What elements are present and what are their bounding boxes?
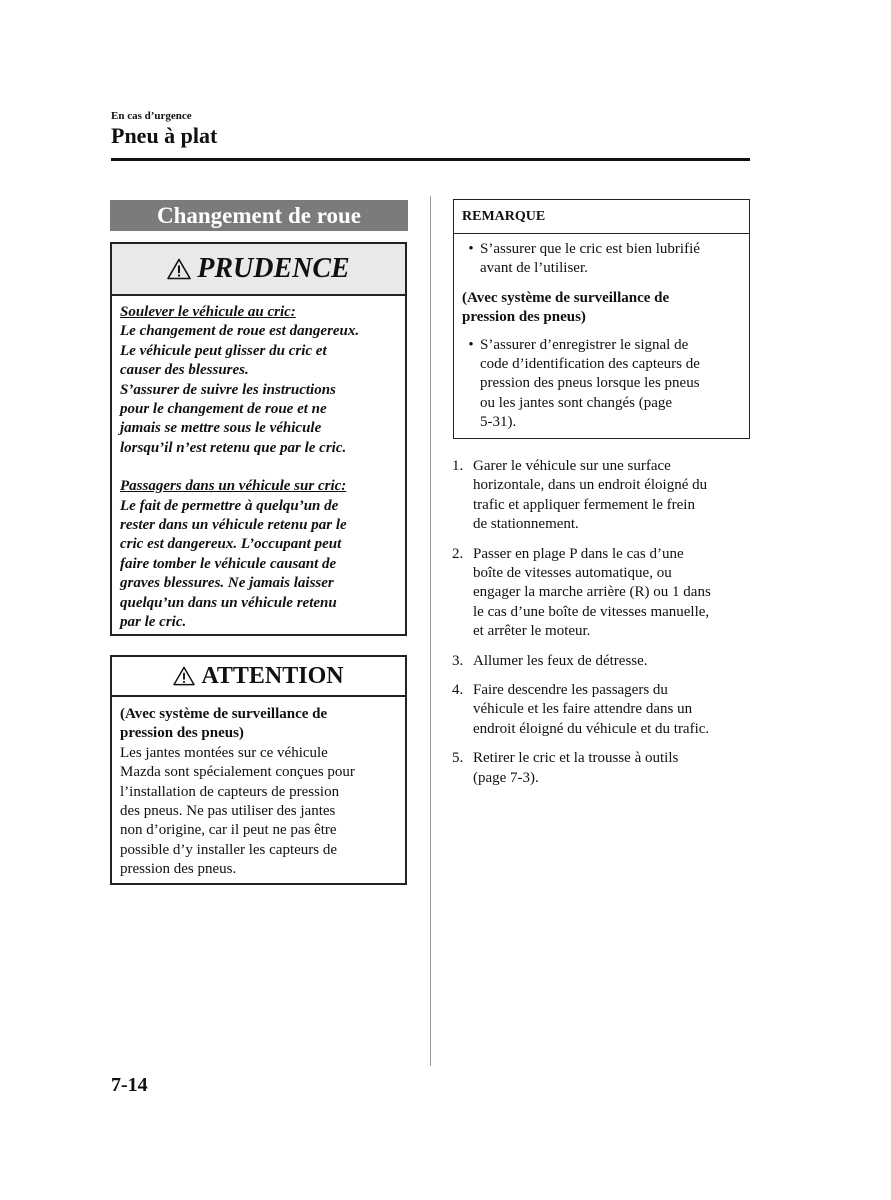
text-line: Garer le véhicule sur une surface — [473, 458, 671, 474]
procedure-steps — [452, 457, 752, 798]
text-line: de stationnement. — [473, 516, 579, 533]
page-title: Pneu à plat — [111, 123, 218, 148]
prudence-warning-box — [110, 242, 407, 636]
text-line: avant de l’utiliser. — [480, 260, 588, 277]
column-divider — [430, 196, 431, 1066]
prudence-block — [120, 303, 397, 458]
prudence-header — [112, 244, 405, 296]
text-line: possible d’y installer les capteurs de — [120, 841, 338, 858]
bullet-icon: • — [468, 336, 474, 353]
prudence-title: PRUDENCE — [197, 253, 350, 284]
prudence-block-heading: Passagers dans un véhicule sur cric: — [120, 478, 347, 495]
text-line: endroit éloigné du véhicule et du trafic. — [473, 720, 710, 737]
remark-subheading — [462, 289, 741, 328]
text-line: (page 7-3). — [473, 769, 539, 786]
text-line: et arrêter le moteur. — [473, 623, 591, 640]
procedure-step — [452, 749, 752, 788]
text-line: S’assurer de suivre les instructions — [120, 381, 336, 398]
warning-triangle-icon — [167, 258, 191, 280]
procedure-step — [452, 652, 752, 671]
text-line: trafic et appliquer fermement le frein — [473, 496, 695, 513]
remark-box — [453, 199, 750, 439]
text-line: engager la marche arrière (R) ou 1 dans — [473, 584, 711, 601]
text-line: Faire descendre les passagers du — [473, 682, 668, 699]
text-line: code d’identification des capteurs de — [480, 356, 700, 373]
text-line: cric est dangereux. L’occupant peut — [120, 536, 342, 553]
text-line: véhicule et les faire attendre dans un — [473, 701, 693, 718]
procedure-step — [452, 545, 752, 642]
procedure-step — [452, 681, 752, 739]
text-line: lorsqu’il n’est retenu que par le cric. — [120, 439, 347, 456]
text-line: Passer en plage P dans le cas d’une — [473, 545, 684, 562]
text-line: l’installation de capteurs de pression — [120, 783, 340, 800]
text-line: Les jantes montées sur ce véhicule — [120, 744, 328, 761]
section-label: En cas d’urgence — [111, 110, 192, 122]
text-line: ou les jantes sont changés (page — [480, 394, 673, 411]
prudence-body — [112, 296, 405, 633]
attention-header — [112, 657, 405, 697]
attention-warning-box — [110, 655, 407, 885]
text-line: jamais se mettre sous le véhicule — [120, 420, 322, 437]
prudence-block — [120, 477, 397, 632]
remark-body — [454, 234, 749, 433]
step-number: 4. — [452, 682, 464, 699]
text-line: Allumer les feux de détresse. — [473, 652, 648, 669]
text-line: 5-31). — [480, 414, 517, 431]
remark-title: REMARQUE — [454, 200, 749, 234]
bullet-icon: • — [468, 241, 474, 257]
text-line: non d’origine, car il peut ne pas être — [120, 822, 337, 839]
text-line: rester dans un véhicule retenu par le — [120, 517, 347, 534]
step-number: 5. — [452, 750, 464, 767]
prudence-block-heading: Soulever le véhicule au cric: — [120, 304, 296, 320]
text-line: pour le changement de roue et ne — [120, 401, 327, 418]
text-line: Le fait de permettre à quelqu’un de — [120, 497, 339, 514]
text-line: Retirer le cric et la trousse à outils — [473, 750, 679, 767]
remark-bullet — [462, 240, 741, 279]
text-line: S’assurer d’enregistrer le signal de — [480, 336, 689, 353]
step-number: 1. — [452, 458, 464, 474]
text-line: Mazda sont spécialement conçues pour — [120, 764, 355, 781]
text-line: faire tomber le véhicule causant de — [120, 555, 337, 572]
text-line: (Avec système de surveillance de — [120, 706, 328, 722]
attention-title: ATTENTION — [201, 662, 344, 689]
text-line: boîte de vitesses automatique, ou — [473, 565, 672, 582]
text-line: le cas d’une boîte de vitesses manuelle, — [473, 603, 710, 620]
section-banner: Changement de roue — [110, 200, 408, 231]
text-line: par le cric. — [120, 614, 187, 631]
text-line: pression des pneus. — [120, 861, 237, 878]
text-line: des pneus. Ne pas utiliser des jantes — [120, 803, 336, 820]
text-line: pression des pneus) — [120, 725, 244, 742]
text-line: S’assurer que le cric est bien lubrifié — [480, 241, 700, 257]
step-number: 2. — [452, 545, 464, 562]
text-line: pression des pneus) — [462, 309, 586, 326]
text-line: (Avec système de surveillance de — [462, 289, 670, 306]
text-line: horizontale, dans un endroit éloigné du — [473, 477, 708, 494]
page-number: 7-14 — [111, 1074, 148, 1096]
warning-triangle-icon — [173, 666, 195, 686]
text-line: graves blessures. Ne jamais laisser — [120, 575, 334, 592]
text-line: causer des blessures. — [120, 362, 249, 379]
remark-bullet — [462, 336, 741, 433]
attention-body — [112, 697, 405, 880]
header-rule — [111, 158, 750, 161]
procedure-step — [452, 457, 752, 535]
text-line: pression des pneus lorsque les pneus — [480, 375, 700, 392]
step-number: 3. — [452, 652, 464, 669]
text-line: Le changement de roue est dangereux. — [120, 323, 360, 340]
text-line: Le véhicule peut glisser du cric et — [120, 342, 327, 359]
text-line: quelqu’un dans un véhicule retenu — [120, 594, 337, 611]
